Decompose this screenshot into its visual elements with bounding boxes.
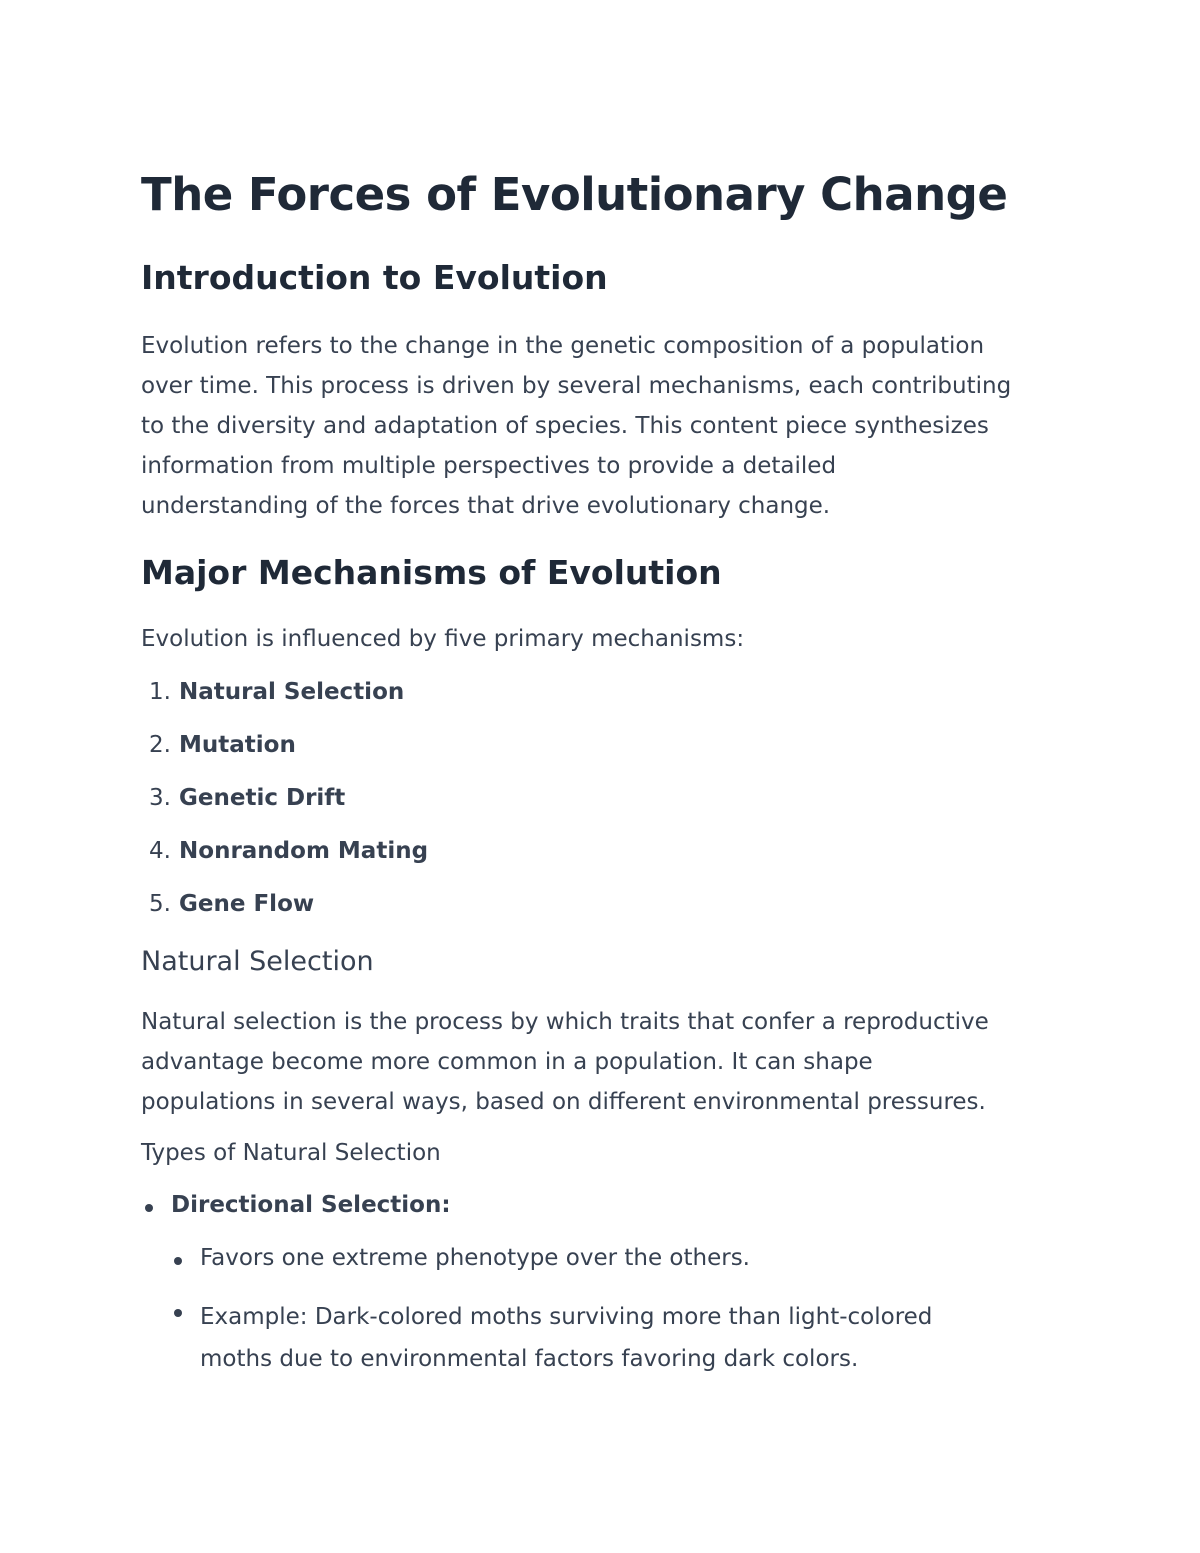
natural-selection-paragraph: [141, 1002, 1071, 1122]
list-number: 2.: [149, 732, 171, 758]
list-item-genetic-drift: [141, 785, 345, 811]
intro-heading: Introduction to Evolution: [141, 258, 608, 297]
list-item-mutation: [141, 732, 296, 758]
directional-example: [200, 1296, 932, 1380]
natural-selection-line: advantage become more common in a population. It can shape: [141, 1049, 873, 1075]
natural-selection-line: Natural selection is the process by which traits that confer a reproductive: [141, 1009, 989, 1035]
directional-example-line: moths due to environmental factors favoring dark colors.: [200, 1346, 859, 1372]
natural-selection-heading: Natural Selection: [141, 946, 374, 977]
list-label: Genetic Drift: [179, 785, 346, 811]
list-label: Nonrandom Mating: [179, 838, 429, 864]
intro-line: information from multiple perspectives to provide a detailed: [141, 453, 837, 479]
directional-selection-label: Directional Selection:: [171, 1192, 451, 1218]
list-label: Gene Flow: [179, 891, 315, 917]
directional-point: Favors one extreme phenotype over the others.: [200, 1245, 750, 1271]
mechanisms-heading: Major Mechanisms of Evolution: [141, 553, 722, 592]
intro-paragraph: [141, 326, 1071, 526]
list-label: Natural Selection: [179, 679, 405, 705]
intro-line: understanding of the forces that drive evolutionary change.: [141, 493, 831, 519]
bullet-icon: [174, 1257, 182, 1265]
intro-line: Evolution refers to the change in the genetic composition of a population: [141, 333, 985, 359]
list-number: 1.: [149, 679, 171, 705]
list-item-natural-selection: [141, 679, 404, 705]
bullet-icon: [145, 1204, 153, 1212]
list-number: 5.: [149, 891, 171, 917]
intro-line: to the diversity and adaptation of species. This content piece synthesizes: [141, 413, 989, 439]
directional-example-line: Example: Dark-colored moths surviving more than light-colored: [200, 1304, 933, 1330]
intro-line: over time. This process is driven by several mechanisms, each contributing: [141, 373, 1012, 399]
document-title: The Forces of Evolutionary Change: [141, 168, 1008, 221]
list-label: Mutation: [179, 732, 296, 758]
types-heading: Types of Natural Selection: [141, 1140, 441, 1166]
natural-selection-line: populations in several ways, based on different environmental pressures.: [141, 1089, 986, 1115]
bullet-icon: [174, 1309, 182, 1317]
list-number: 3.: [149, 785, 171, 811]
list-item-gene-flow: [141, 891, 314, 917]
mechanisms-lead: Evolution is influenced by five primary mechanisms:: [141, 626, 745, 652]
list-number: 4.: [149, 838, 171, 864]
list-item-nonrandom-mating: [141, 838, 428, 864]
